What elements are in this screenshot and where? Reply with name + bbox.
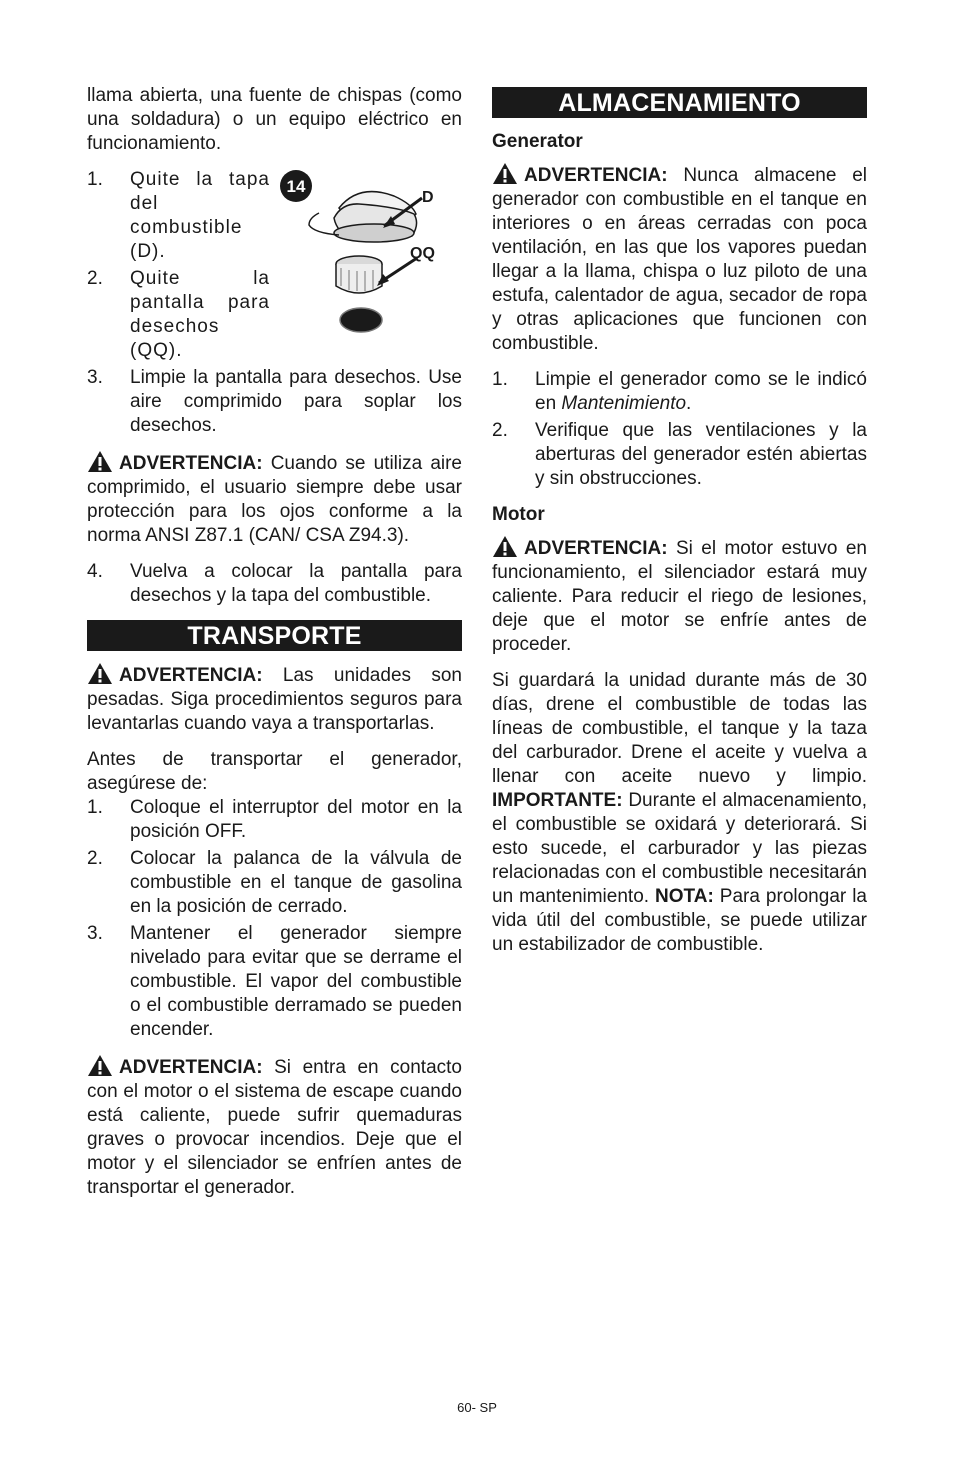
list-item: 2. Verifique que las ventilaciones y la aberturas del generador estén abiertas y sin obstrucciones. [492, 420, 867, 489]
warning-icon [87, 662, 113, 685]
list-item: 2. Quite la pantalla para desechos (QQ). [87, 268, 270, 361]
step-four-list [87, 560, 462, 608]
svg-text:QQ: QQ [410, 245, 435, 262]
warning-icon [492, 162, 518, 185]
section-title-storage: ALMACENAMIENTO [492, 87, 867, 118]
list-item: 3. Limpie la pantalla para desechos. Use aire comprimido para soplar los desechos. [87, 367, 462, 436]
warning-muffler-hot: ADVERTENCIA: Si el motor estuvo en funcionamiento, el silenciador estará muy caliente. Para reducir el riego de lesiones, deje que el motor se enfríe antes de proceder. [492, 535, 867, 657]
right-column [492, 84, 867, 969]
fuel-cap-illustration [279, 168, 459, 343]
page-number: 60- SP [457, 1400, 497, 1415]
storage-steps-list [492, 368, 867, 491]
list-item: 1. Limpie el generador como se le indicó en Mantenimiento. [492, 369, 867, 414]
list-item: 1. Quite la tapa del combustible (D). [87, 169, 270, 262]
before-transport-text: Antes de transportar el generador, asegúrese de: [87, 749, 462, 794]
warning-storage-fuel: ADVERTENCIA: Nunca almacene el generador con combustible en el tanque en interiores o en áreas cerradas con poca ventilación, en las que los vapores puedan llegar a la llama, chispa o luz piloto de una estufa, calentador de agua, secador de ropa y otras aplicaciones que funcionen con combustible. [492, 162, 867, 356]
svg-text:14: 14 [286, 177, 306, 196]
left-column [87, 84, 462, 1212]
transport-steps-list [87, 796, 462, 1042]
cleaning-steps-list-cont [87, 366, 462, 438]
subheading-motor: Motor [492, 504, 545, 525]
list-item: 2. Colocar la palanca de la válvula de combustible en el tanque de gasolina en la posición de cerrado. [87, 848, 462, 917]
section-title-transport: TRANSPORTE [87, 620, 462, 651]
warning-icon [87, 450, 113, 473]
figure-steps-block [87, 168, 462, 363]
list-item: 1. Coloque el interruptor del motor en la posición OFF. [87, 797, 462, 842]
list-item: 4. Vuelva a colocar la pantalla para desechos y la tapa del combustible. [87, 561, 462, 606]
intro-paragraph: llama abierta, una fuente de chispas (como una soldadura) o un equipo eléctrico en funcionamiento. [87, 85, 462, 154]
subheading-generator: Generator [492, 131, 583, 152]
warning-hot-engine: ADVERTENCIA: Si entra en contacto con el motor o el sistema de escape cuando está caliente, puede sufrir quemaduras graves o provocar incendios. Deje que el motor y el silenciador se enfríen antes de transportar el generador. [87, 1054, 462, 1200]
svg-text:D: D [422, 189, 434, 206]
warning-icon [492, 535, 518, 558]
warning-icon [87, 1054, 113, 1077]
list-item: 3. Mantener el generador siempre nivelado para evitar que se derrame el combustible. El vapor del combustible o el combustible derramado se pueden encender. [87, 923, 462, 1040]
storage-instructions: Si guardará la unidad durante más de 30 días, drene el combustible de todas las líneas de combustible, el tanque y la taza del carburador. Drene el aceite y vuelva a llenar con aceite nuevo y limpio. IMPORTANTE: Durante el almacenamiento, el combustible se oxidará y deteriorará. Si esto sucede, el carburador y las piezas relacionadas con el combustible necesitarán un mantenimiento. NOTA: Para prolongar la vida útil del combustible, se puede utilizar un estabilizador de combustible. [492, 670, 867, 955]
warning-compressed-air: ADVERTENCIA: Cuando se utiliza aire comprimido, el usuario siempre debe usar protección para los ojos conforme a la norma ANSI Z87.1 (CAN/ CSA Z94.3). [87, 450, 462, 548]
figure-14 [279, 168, 459, 343]
warning-heavy: ADVERTENCIA: Las unidades son pesadas. Siga procedimientos seguros para levantarlas cuando vaya a transportarlas. [87, 662, 462, 736]
